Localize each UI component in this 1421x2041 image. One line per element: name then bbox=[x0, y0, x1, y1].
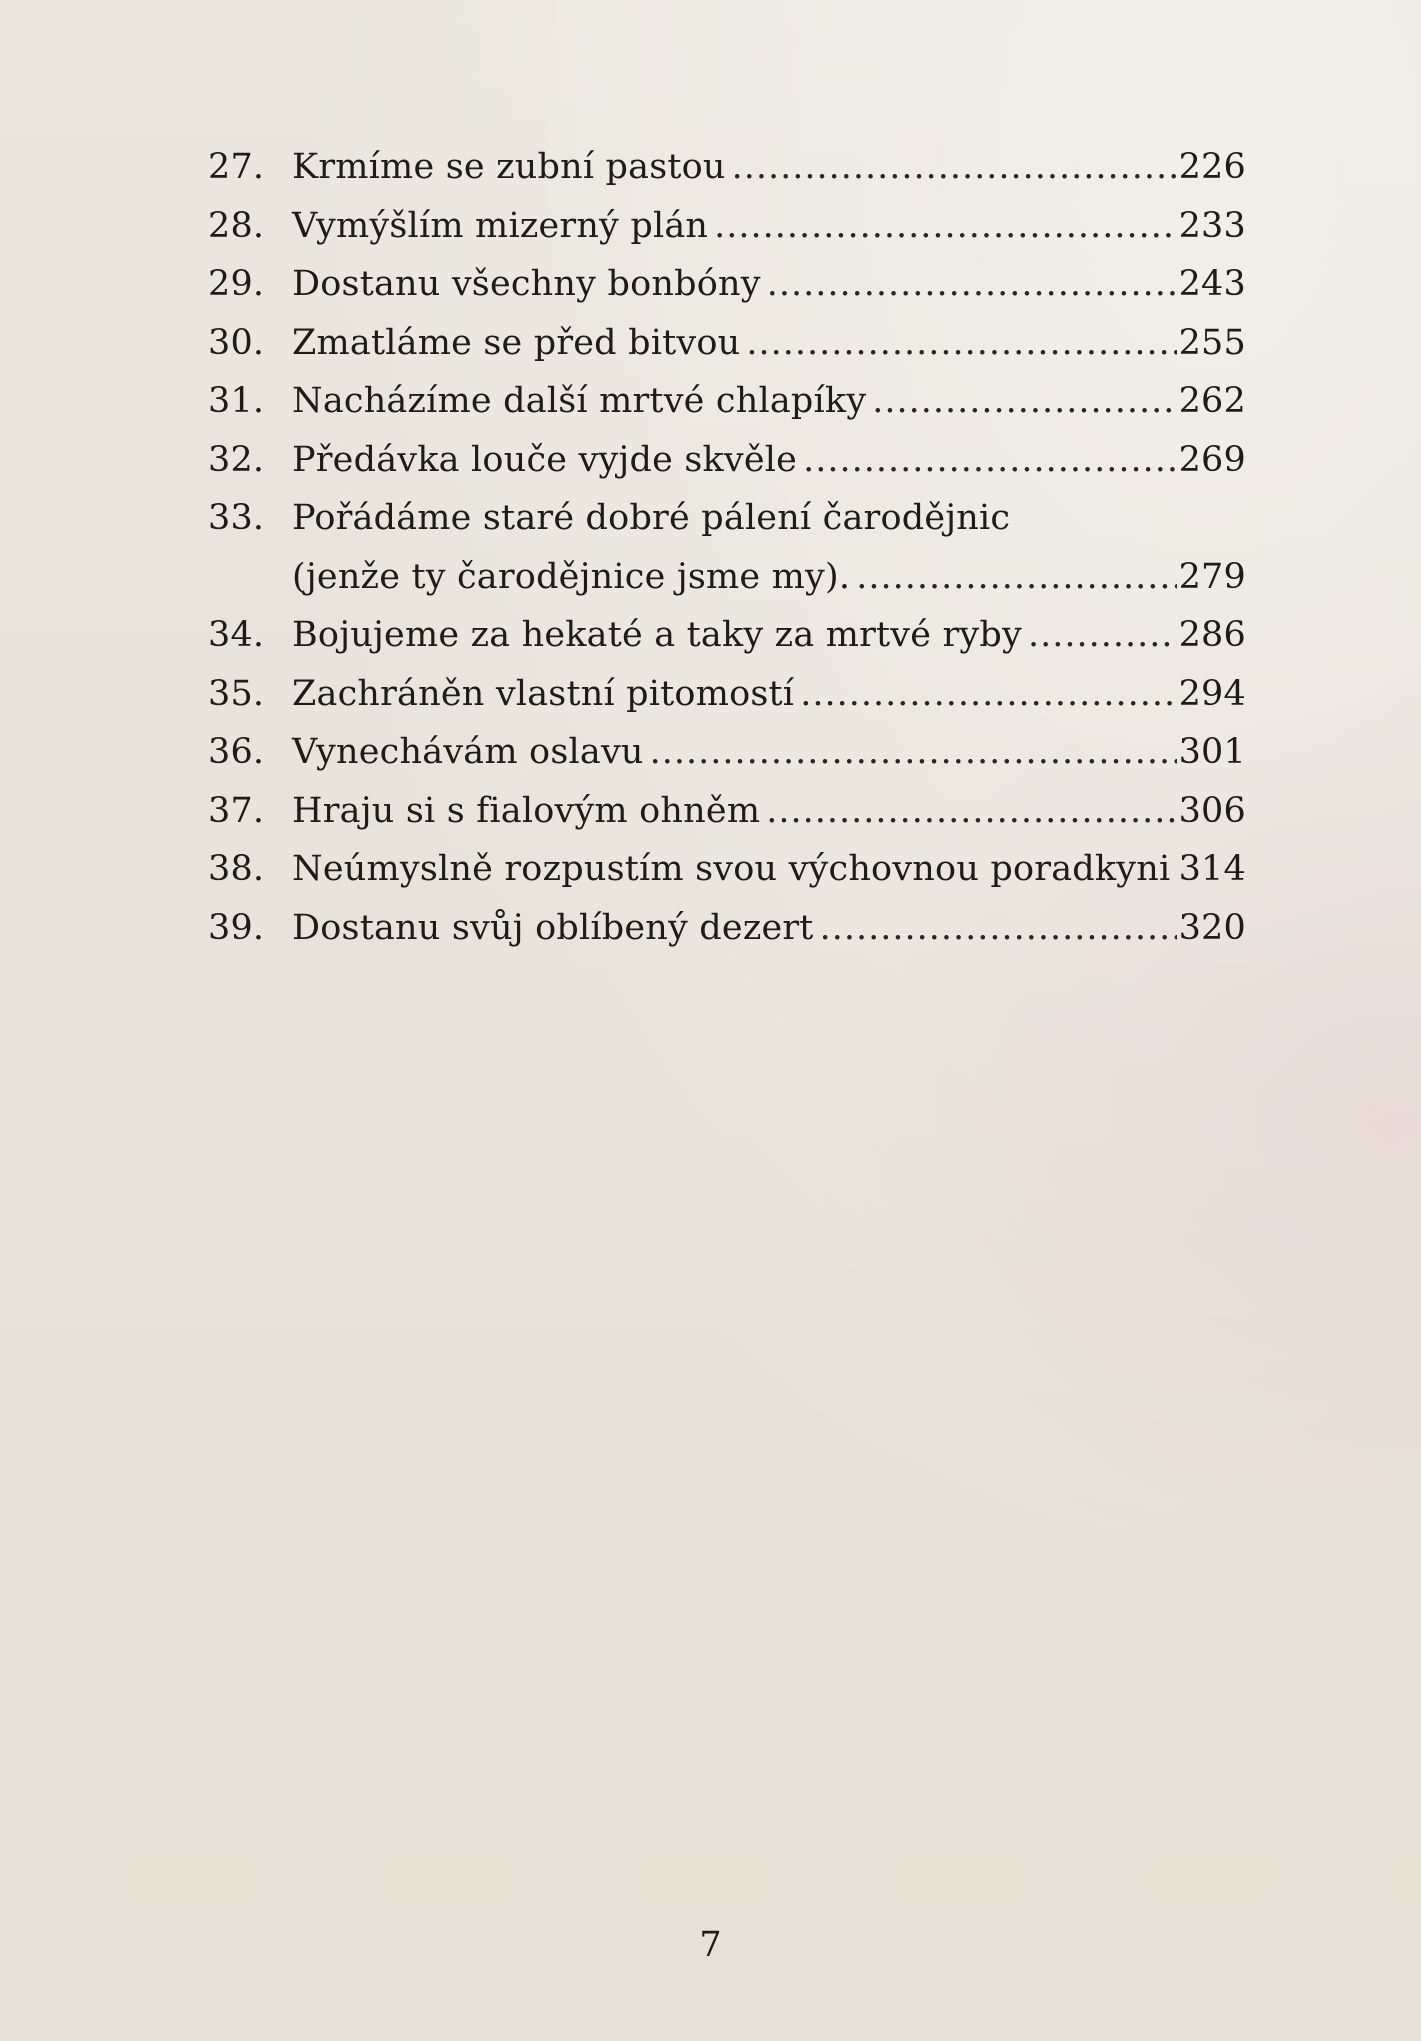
chapter-title: Zachráněn vlastní pitomostí bbox=[292, 673, 795, 714]
dot-leader bbox=[650, 723, 1177, 782]
page-number: 255 bbox=[1178, 322, 1246, 363]
dot-leader bbox=[766, 782, 1176, 841]
chapter-number: 38. bbox=[208, 849, 265, 889]
dot-leader bbox=[1028, 606, 1177, 665]
chapter-title: Krmíme se zubní pastou bbox=[292, 147, 726, 187]
chapter-number: 35. bbox=[208, 673, 265, 714]
toc-entry bbox=[208, 606, 1246, 665]
chapter-number: 30. bbox=[208, 322, 265, 363]
chapter-number: 31. bbox=[208, 381, 265, 421]
chapter-number: 28. bbox=[208, 205, 265, 246]
page-number: 314 bbox=[1178, 849, 1246, 889]
chapter-number: 37. bbox=[208, 790, 265, 831]
page-number: 243 bbox=[1178, 264, 1246, 304]
toc-entry bbox=[208, 665, 1246, 724]
page-number: 226 bbox=[1178, 147, 1246, 187]
chapter-title: Hraju si s fialovým ohněm bbox=[292, 790, 761, 831]
dot-leader bbox=[856, 548, 1176, 607]
chapter-title: Nacházíme další mrtvé chlapíky bbox=[292, 381, 867, 421]
dot-leader bbox=[746, 314, 1176, 373]
chapter-number: 39. bbox=[208, 907, 265, 948]
toc-entry bbox=[208, 138, 1246, 197]
page-number: 320 bbox=[1178, 907, 1246, 948]
chapter-number: 33. bbox=[208, 498, 265, 538]
chapter-title: Zmatláme se před bitvou bbox=[292, 322, 741, 363]
page-number: 262 bbox=[1178, 381, 1246, 421]
chapter-title: Dostanu svůj oblíbený dezert bbox=[292, 907, 814, 948]
page-number: 294 bbox=[1178, 673, 1246, 714]
dot-leader bbox=[767, 255, 1177, 314]
chapter-number: 32. bbox=[208, 439, 265, 480]
chapter-title-continued: (jenže ty čarodějnice jsme my). bbox=[292, 556, 851, 597]
chapter-title: Předávka louče vyjde skvěle bbox=[292, 439, 798, 480]
chapter-title: Vymýšlím mizerný plán bbox=[292, 205, 709, 246]
chapter-title: Neúmyslně rozpustím svou výchovnou poradkyni bbox=[292, 849, 1171, 889]
chapter-title: Pořádáme staré dobré pálení čarodějnic bbox=[292, 498, 1011, 538]
chapter-number: 36. bbox=[208, 732, 265, 772]
page-number: 233 bbox=[1178, 205, 1246, 246]
toc-entry bbox=[208, 489, 1246, 606]
dot-leader bbox=[800, 665, 1176, 724]
toc-entry bbox=[208, 314, 1246, 373]
toc-entry bbox=[208, 782, 1246, 841]
dot-leader bbox=[803, 431, 1177, 490]
toc-entry bbox=[208, 840, 1246, 899]
dot-leader bbox=[820, 899, 1177, 958]
chapter-number: 29. bbox=[208, 264, 265, 304]
chapter-number: 27. bbox=[208, 147, 265, 187]
dot-leader bbox=[732, 138, 1177, 197]
toc-entry bbox=[208, 197, 1246, 256]
chapter-title: Dostanu všechny bonbóny bbox=[292, 264, 761, 304]
page-number: 269 bbox=[1178, 439, 1246, 480]
toc-entry bbox=[208, 723, 1246, 782]
toc-entry bbox=[208, 431, 1246, 490]
page-number: 301 bbox=[1178, 732, 1246, 772]
chapter-title: Vynechávám oslavu bbox=[292, 732, 644, 772]
dot-leader bbox=[714, 197, 1176, 256]
table-of-contents bbox=[208, 138, 1246, 957]
page-number: 286 bbox=[1178, 615, 1246, 655]
page-number: 279 bbox=[1178, 556, 1246, 597]
dot-leader bbox=[872, 372, 1176, 431]
chapter-number: 34. bbox=[208, 615, 265, 655]
toc-entry bbox=[208, 255, 1246, 314]
page-folio: 7 bbox=[699, 1925, 722, 1965]
chapter-title: Bojujeme za hekaté a taky za mrtvé ryby bbox=[292, 615, 1022, 655]
toc-entry bbox=[208, 899, 1246, 958]
page-number: 306 bbox=[1178, 790, 1246, 831]
toc-entry bbox=[208, 372, 1246, 431]
